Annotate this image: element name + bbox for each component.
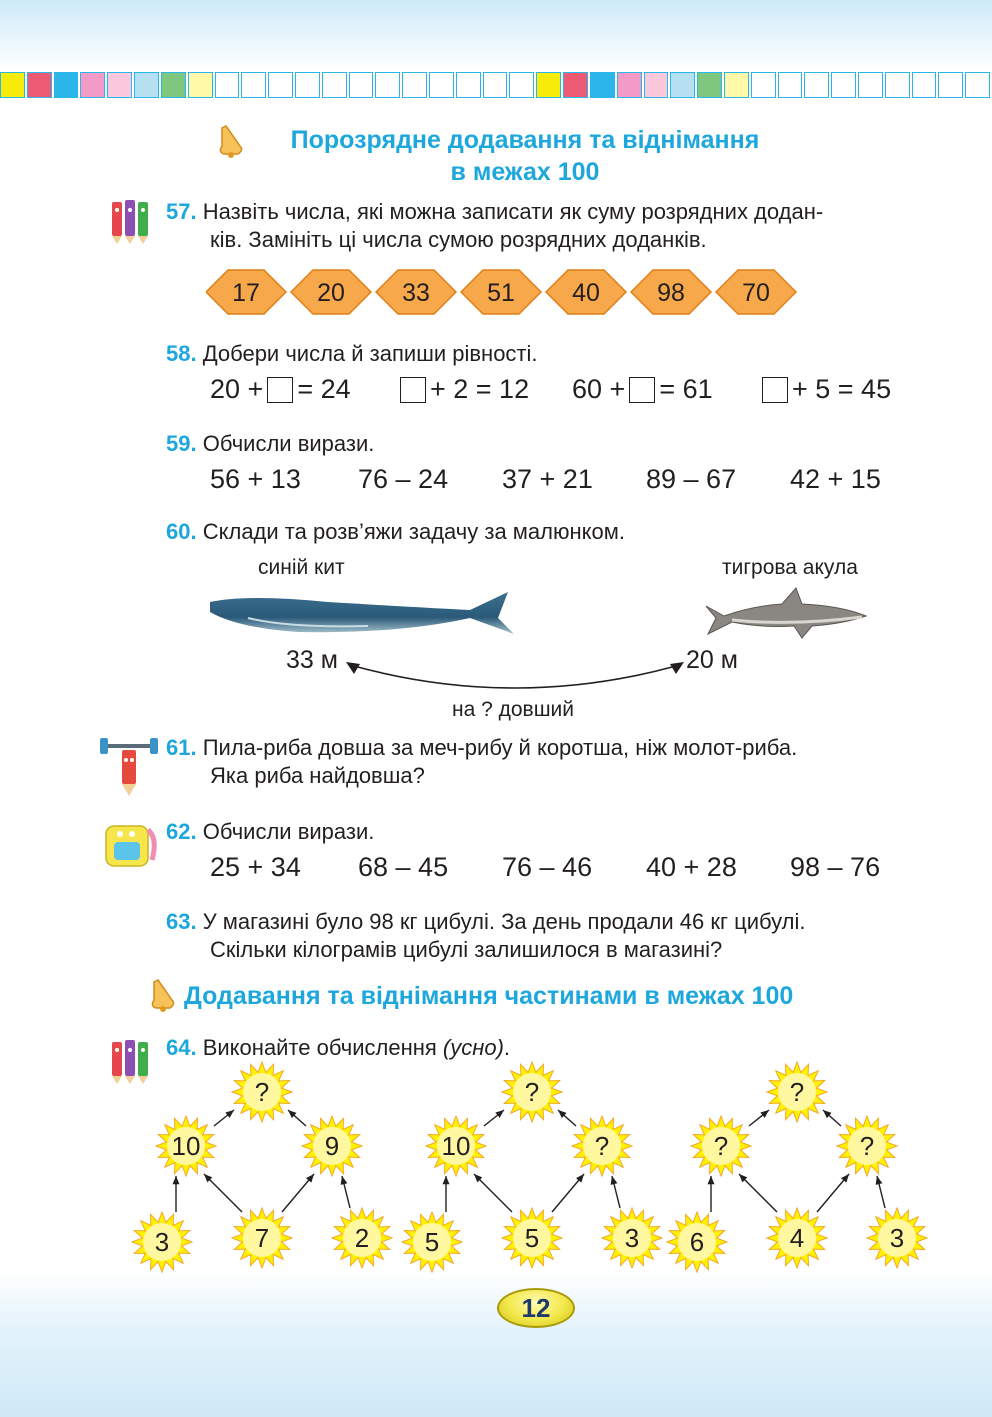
sun-value: ? — [713, 1131, 729, 1161]
stripe-cell — [349, 72, 374, 98]
expression: 37 + 21 — [502, 464, 593, 494]
eq-text: + 5 = 45 — [792, 374, 892, 404]
sun-node — [132, 1212, 192, 1272]
task-text-line2: ків. Замініть ці числа сумою розрядних доданків. — [210, 227, 707, 252]
stripe-cell — [456, 72, 481, 98]
comparison-arrow — [340, 652, 690, 698]
stripe-cell — [670, 72, 695, 98]
stripe-cell — [885, 72, 910, 98]
sun-value: 10 — [171, 1131, 201, 1161]
task-number: 59. — [166, 431, 197, 456]
task-62 — [166, 818, 374, 846]
sun-node — [332, 1208, 392, 1268]
answer-box[interactable] — [267, 377, 293, 403]
weightlifter-pencil-icon — [98, 736, 160, 798]
task-text-line2: Скільки кілограмів цибулі залишилося в магазині? — [210, 937, 723, 962]
task-text: Обчисли вирази. — [202, 431, 375, 456]
sun-trees — [120, 1060, 940, 1280]
stripe-cell — [188, 72, 213, 98]
stripe-cell — [509, 72, 534, 98]
shark-label: тигрова акула — [722, 556, 858, 579]
task-text-line1: У магазині було 98 кг цибулі. За день продали 46 кг цибулі. — [202, 909, 806, 934]
tree-arrowhead — [172, 1176, 179, 1184]
number-diamond — [716, 270, 796, 314]
equation-3 — [572, 374, 713, 405]
task-text-line2: Яка риба найдовша? — [210, 763, 425, 788]
sun-value: ? — [524, 1077, 540, 1107]
stripe-cell — [938, 72, 963, 98]
sun-value: 3 — [624, 1223, 640, 1253]
bell-icon — [146, 978, 180, 1014]
stripe-cell — [402, 72, 427, 98]
number-diamond — [376, 270, 456, 314]
sun-node — [767, 1208, 827, 1268]
stripe-cell — [563, 72, 588, 98]
stripe-cell — [295, 72, 320, 98]
task-text: Добери числа й запиши рівності. — [202, 341, 538, 366]
diamond-number: 40 — [572, 279, 600, 307]
stripe-cell — [322, 72, 347, 98]
number-diamond — [291, 270, 371, 314]
stripe-cell — [590, 72, 615, 98]
sun-node — [667, 1212, 727, 1272]
tree-arrowhead — [442, 1176, 449, 1184]
stripe-cell — [161, 72, 186, 98]
task-text-line1: Пила-риба довша за меч-рибу й коротша, ніж молот-риба. — [202, 735, 798, 760]
sun-node — [426, 1116, 486, 1176]
sun-node — [302, 1116, 362, 1176]
number-diamond — [546, 270, 626, 314]
stripe-cell — [375, 72, 400, 98]
stripe-cell — [912, 72, 937, 98]
diamond-number: 33 — [402, 279, 430, 307]
number-diamond — [631, 270, 711, 314]
whale-length: 33 м — [286, 646, 338, 674]
whale-label: синій кит — [258, 556, 345, 579]
stripe-cell — [429, 72, 454, 98]
task-57 — [166, 198, 916, 254]
stripe-cell — [268, 72, 293, 98]
tree-arrowhead — [707, 1176, 714, 1184]
eq-text: = 61 — [659, 374, 713, 404]
sun-value: 4 — [789, 1223, 805, 1253]
stripe-cell — [724, 72, 749, 98]
sun-value: ? — [254, 1077, 270, 1107]
number-diamonds — [206, 266, 806, 318]
stripe-cell — [241, 72, 266, 98]
expression: 25 + 34 — [210, 852, 301, 882]
diamond-number: 98 — [657, 279, 685, 307]
expression: 89 – 67 — [646, 464, 737, 494]
sun-value: ? — [859, 1131, 875, 1161]
sun-node — [767, 1062, 827, 1122]
diamond-number: 70 — [742, 279, 770, 307]
comparison-question: на ? довший — [452, 698, 575, 721]
stripe-cell — [804, 72, 829, 98]
page-number: 12 — [497, 1288, 575, 1328]
stripe-cell — [483, 72, 508, 98]
sun-node — [572, 1116, 632, 1176]
task-number: 62. — [166, 819, 197, 844]
sun-value: 3 — [154, 1227, 170, 1257]
sun-node — [156, 1116, 216, 1176]
sun-value: 3 — [889, 1223, 905, 1253]
task-number: 61. — [166, 735, 197, 760]
task-number: 60. — [166, 519, 197, 544]
task-59 — [166, 430, 374, 458]
diamond-number: 51 — [487, 279, 515, 307]
equation-4 — [758, 374, 891, 405]
stripe-cell — [965, 72, 990, 98]
stripe-cell — [858, 72, 883, 98]
task-60 — [166, 518, 625, 546]
stripe-cell — [107, 72, 132, 98]
sun-value: ? — [594, 1131, 610, 1161]
stripe-cell — [778, 72, 803, 98]
section-title-2: Додавання та віднімання частинами в межах 100 — [184, 982, 794, 1010]
task-63 — [166, 908, 916, 964]
sun-value: 5 — [424, 1227, 440, 1257]
backpack-icon — [100, 816, 160, 872]
sun-node — [232, 1208, 292, 1268]
task-text-line1: Назвіть числа, які можна записати як суму розрядних додан- — [202, 199, 824, 224]
stripe-cell — [134, 72, 159, 98]
section-title-line2: в межах 100 — [450, 158, 600, 186]
stripe-cell — [54, 72, 79, 98]
shark-image — [702, 586, 870, 644]
stripe-cell — [697, 72, 722, 98]
eq-text: + 2 = 12 — [430, 374, 530, 404]
sun-value: 9 — [324, 1131, 340, 1161]
sun-value: ? — [789, 1077, 805, 1107]
sun-node — [837, 1116, 897, 1176]
task-61 — [166, 734, 916, 790]
task-64 — [166, 1034, 510, 1062]
task-text-end: . — [503, 1035, 511, 1060]
diamond-number: 20 — [317, 279, 345, 307]
stripe-cell — [536, 72, 561, 98]
sun-node — [691, 1116, 751, 1176]
task-number: 58. — [166, 341, 197, 366]
answer-box[interactable] — [400, 377, 426, 403]
eq-text: = 24 — [297, 374, 351, 404]
answer-box[interactable] — [762, 377, 788, 403]
stripe-cell — [644, 72, 669, 98]
sun-node — [867, 1208, 927, 1268]
sun-node — [232, 1062, 292, 1122]
expression: 68 – 45 — [358, 852, 449, 882]
number-diamond — [206, 270, 286, 314]
expression: 56 + 13 — [210, 464, 301, 494]
stripe-cell — [80, 72, 105, 98]
eq-text: 20 + — [210, 374, 264, 404]
eq-text: 60 + — [572, 374, 626, 404]
diamond-number: 17 — [232, 279, 260, 307]
sun-value: 7 — [254, 1223, 270, 1253]
expression: 76 – 46 — [502, 852, 593, 882]
stripe-cell — [751, 72, 776, 98]
task-text: Склади та розв’яжи задачу за малюнком. — [202, 519, 625, 544]
sun-node — [602, 1208, 662, 1268]
expression: 76 – 24 — [358, 464, 449, 494]
sun-node — [502, 1062, 562, 1122]
task-58 — [166, 340, 538, 368]
stripe-cell — [27, 72, 52, 98]
whale-image — [208, 588, 520, 644]
equation-2 — [396, 374, 529, 405]
task-text-italic: (усно) — [442, 1035, 504, 1060]
task-number: 57. — [166, 199, 197, 224]
pencils-icon — [104, 196, 162, 244]
stripe-cell — [831, 72, 856, 98]
expression: 98 – 76 — [790, 852, 881, 882]
answer-box[interactable] — [629, 377, 655, 403]
decorative-stripe — [0, 72, 992, 100]
section-title-line1: Порозрядне додавання та віднімання — [290, 126, 760, 154]
sun-value: 10 — [441, 1131, 471, 1161]
stripe-cell — [617, 72, 642, 98]
sun-value: 5 — [524, 1223, 540, 1253]
shark-length: 20 м — [686, 646, 738, 674]
equation-1 — [210, 374, 351, 405]
stripe-cell — [0, 72, 25, 98]
sun-node — [502, 1208, 562, 1268]
task-text: Виконайте обчислення — [202, 1035, 437, 1060]
task-number: 63. — [166, 909, 197, 934]
expression: 40 + 28 — [646, 852, 737, 882]
sun-value: 6 — [689, 1227, 705, 1257]
number-diamond — [461, 270, 541, 314]
expression: 42 + 15 — [790, 464, 881, 494]
task-text: Обчисли вирази. — [202, 819, 375, 844]
task-number: 64. — [166, 1035, 197, 1060]
sun-value: 2 — [354, 1223, 370, 1253]
stripe-cell — [215, 72, 240, 98]
sun-node — [402, 1212, 462, 1272]
